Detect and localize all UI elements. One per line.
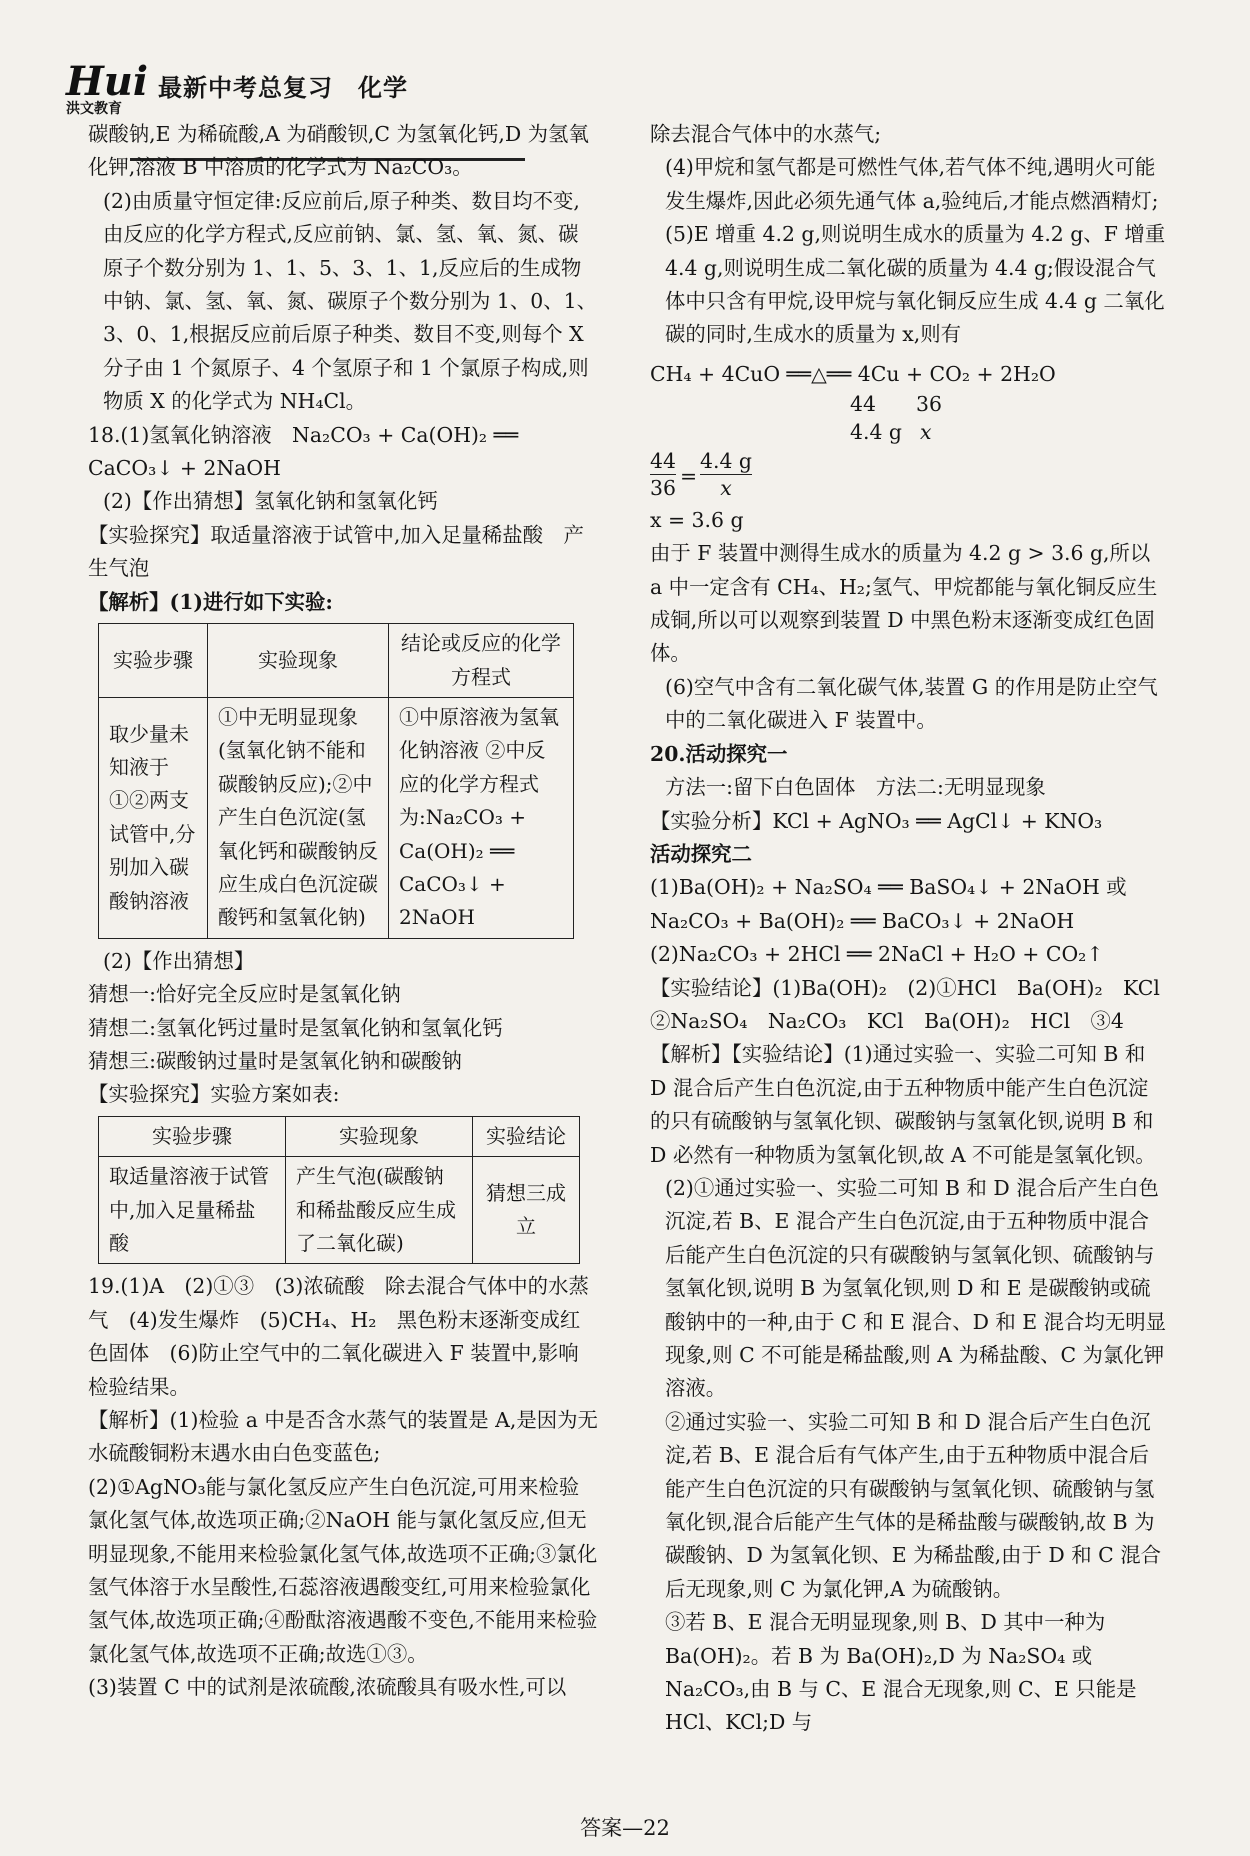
paragraph: (2)【作出猜想】 (103, 948, 255, 973)
table-row (99, 697, 574, 938)
paragraph: 除去混合气体中的水蒸气; (650, 122, 882, 146)
table-cell: 猜想三成立 (473, 1157, 580, 1264)
brand-name: 洪文教育 (66, 101, 122, 117)
paragraph: 【解析】(1)检验 a 中是否含水蒸气的装置是 A,是因为无水硫酸铜粉末遇水由白色变蓝色; (88, 1408, 598, 1466)
table-header: 实验结论 (473, 1116, 580, 1156)
paragraph: 【实验探究】取适量溶液于试管中,加入足量稀盐酸 产生气泡 (88, 522, 584, 581)
denominator: 36 (650, 475, 676, 500)
table-header-row (99, 624, 574, 698)
question-18-answer: 18.(1)氢氧化钠溶液 Na₂CO₃ + Ca(OH)₂ ══ CaCO₃↓ + 2NaOH (88, 422, 519, 481)
table-cell: ①中无明显现象(氢氧化钠不能和碳酸钠反应);②中产生白色沉淀(氢氧化钙和碳酸钠反应生成白色沉淀碳酸钙和氢氧化钠) (208, 697, 389, 938)
denominator: x (720, 475, 732, 500)
paragraph: 【实验结论】(1)Ba(OH)₂ (2)①HCl Ba(OH)₂ KCl ②Na₂SO₄ Na₂CO₃ KCl Ba(OH)₂ HCl ③4 (650, 975, 1181, 1033)
table-header: 实验现象 (286, 1116, 473, 1156)
paragraph: (5)E 增重 4.2 g,则说明生成水的质量为 4.2 g、F 增重 4.4 g,则说明生成二氧化碳的质量为 4.4 g;假设混合气体中只含有甲烷,设甲烷与氧化铜反应生成 4.4 g 二氧化碳的同时,生成水的质量为 x,则有 (665, 222, 1166, 347)
paragraph: (3)装置 C 中的试剂是浓硫酸,浓硫酸具有吸水性,可以 (88, 1675, 567, 1700)
experiment-table-1 (98, 623, 574, 939)
fraction-right (700, 448, 752, 501)
proportion (650, 444, 1168, 504)
paragraph: 猜想一:恰好完全反应时是氢氧化钠 (88, 982, 401, 1007)
paragraph: 碳酸钠,E 为稀硫酸,A 为硝酸钡,C 为氢氧化钙,D 为氢氧化钾,溶液 B 中溶质的化学式为 Na₂CO₃。 (88, 122, 589, 180)
chemical-equation: CH₄ + 4CuO ══△══ 4Cu + CO₂ + 2H₂O (650, 361, 1056, 386)
paragraph: (2)Na₂CO₃ + 2HCl ══ 2NaCl + H₂O + CO₂↑ (650, 942, 1104, 967)
chemical-equation-block (650, 352, 1168, 444)
table-header: 实验步骤 (99, 1116, 286, 1156)
question-20-answer: 20.活动探究一 (650, 741, 788, 766)
paragraph: 【实验探究】实验方案如表: (88, 1082, 340, 1107)
paragraph: 【解析】【实验结论】(1)通过实验一、实验二可知 B 和 D 混合后产生白色沉淀,由于五种物质中能产生白色沉淀的只有硫酸钠与氢氧化钡、碳酸钠与氢氧化钡,说明 B 和 D 必然有一种物质为氢氧化钡,故 A 不可能是氢氧化钡。 (650, 1042, 1156, 1167)
table-header: 实验现象 (208, 624, 389, 698)
table-header: 实验步骤 (99, 624, 208, 698)
paragraph: 【实验分析】KCl + AgNO₃ ══ AgCl↓ + KNO₃ (650, 808, 1103, 833)
paragraph: 猜想二:氢氧化钙过量时是氢氧化钠和氢氧化钙 (88, 1015, 503, 1040)
table-cell: 取适量溶液于试管中,加入足量稀盐酸 (99, 1157, 286, 1264)
analysis-heading: 【解析】(1)进行如下实验: (88, 589, 333, 614)
fraction-left (650, 448, 676, 501)
paragraph: 方法一:留下白色固体 方法二:无明显现象 (665, 775, 1046, 800)
experiment-table-2 (98, 1116, 580, 1265)
table-cell: 产生气泡(碳酸钠和稀盐酸反应生成了二氧化碳) (286, 1157, 473, 1264)
paragraph: (1)Ba(OH)₂ + Na₂SO₄ ══ BaSO₄↓ + 2NaOH 或 Na₂CO₃ + Ba(OH)₂ ══ BaCO₃↓ + 2NaOH (650, 875, 1127, 933)
brand-logo: Hui (66, 58, 149, 105)
numerator: 4.4 g (700, 448, 752, 473)
result: x = 3.6 g (650, 507, 744, 532)
paragraph: ②通过实验一、实验二可知 B 和 D 混合后产生白色沉淀,若 B、E 混合后有气体产生,由于五种物质中混合后能产生白色沉淀的只有碳酸钠与氢氧化钡、硫酸钠与氢氧化钡,混合后能产生气体的是稀盐酸与碳酸钠,故 B 为碳酸钠、D 为氢氧化钡、E 为稀盐酸,由于 D 和 C 混合后无现象,则 C 为氯化钾,A 为硫酸钠。 (665, 1409, 1161, 1601)
paragraph: (6)空气中含有二氧化碳气体,装置 G 的作用是防止空气中的二氧化碳进入 F 装置中。 (665, 674, 1158, 733)
question-19-answer: 19.(1)A (2)①③ (3)浓硫酸 除去混合气体中的水蒸气 (4)发生爆炸 (5)CH₄、H₂ 黑色粉末逐渐变成红色固体 (6)防止空气中的二氧化碳进入 F 装置中,影响检验结果。 (88, 1274, 589, 1399)
table-cell: 取少量未知液于①②两支试管中,分别加入碳酸钠溶液 (99, 697, 208, 938)
paragraph: 由于 F 装置中测得生成水的质量为 4.2 g > 3.6 g,所以 a 中一定含有 CH₄、H₂;氢气、甲烷都能与氧化铜反应生成铜,所以可以观察到装置 D 中黑色粉末逐渐变成红色固体。 (650, 541, 1158, 666)
left-column (88, 118, 598, 1705)
paragraph: (2)由质量守恒定律:反应前后,原子种类、数目均不变,由反应的化学方程式,反应前钠、氯、氢、氧、氮、碳原子个数分别为 1、1、5、3、1、1,反应后的生成物中钠、氯、氢、氧、氮、碳原子个数分别为 1、0、1、3、0、1,根据反应前后原子种类、数目不变,则每个 X 分子由 1 个氮原子、4 个氢原子和 1 个氯原子构成,则物质 X 的化学式为 NH₄Cl。 (103, 188, 597, 414)
book-title: 最新中考总复习 化学 (158, 74, 408, 102)
paragraph: (2)①通过实验一、实验二可知 B 和 D 混合后产生白色沉淀,若 B、E 混合产生白色沉淀,由于五种物质中混合后能产生白色沉淀的只有碳酸钠与氢氧化钡、硫酸钠与氢氧化钡,说明 B 为氢氧化钡,则 D 和 E 是碳酸钠或硫酸钠中的一种,由于 C 和 E 混合、D 和 E 混合均无明显现象,则 C 不可能是稀盐酸,则 A 为稀盐酸、C 为氯化钾溶液。 (665, 1175, 1166, 1401)
table-header: 结论或反应的化学方程式 (389, 624, 574, 698)
right-column (650, 118, 1181, 1740)
page-number: 答案—22 (580, 1816, 670, 1840)
paragraph: ③若 B、E 混合无明显现象,则 B、D 其中一种为 Ba(OH)₂。若 B 为 Ba(OH)₂,D 为 Na₂SO₄ 或 Na₂CO₃,由 B 与 C、E 混合无现象,则 C、E 只能是 HCl、KCl;D 与 (665, 1610, 1137, 1735)
paragraph: 猜想三:碳酸钠过量时是氢氧化钠和碳酸钠 (88, 1048, 462, 1073)
equals-sign: = (680, 463, 698, 488)
numerator: 44 (650, 448, 676, 473)
page-header (66, 58, 466, 117)
table-cell: ①中原溶液为氢氧化钠溶液 ②中反应的化学方程式为:Na₂CO₃ + Ca(OH)₂ ══ CaCO₃↓ + 2NaOH (389, 697, 574, 938)
table-header-row (99, 1116, 580, 1156)
paragraph: (2)①AgNO₃能与氯化氢反应产生白色沉淀,可用来检验氯化氢气体,故选项正确;②NaOH 能与氯化氢反应,但无明显现象,不能用来检验氯化氢气体,故选项不正确;③氯化氢气体溶于水呈酸性,石蕊溶液遇酸变红,可用来检验氯化氢气体,故选项正确;④酚酞溶液遇酸不变色,不能用来检验氯化氢气体,故选项不正确;故选①③。 (88, 1474, 598, 1666)
unknown-mass: x (920, 419, 932, 444)
table-row (99, 1157, 580, 1264)
section-heading: 活动探究二 (650, 841, 752, 866)
paragraph: (2)【作出猜想】氢氧化钠和氢氧化钙 (103, 489, 438, 514)
paragraph: (4)甲烷和氢气都是可燃性气体,若气体不纯,遇明火可能发生爆炸,因此必须先通气体 a,验纯后,才能点燃酒精灯; (665, 155, 1159, 213)
molar-mass: 44 (850, 391, 876, 416)
molar-mass: 36 (916, 391, 942, 416)
known-mass: 4.4 g (850, 419, 902, 444)
